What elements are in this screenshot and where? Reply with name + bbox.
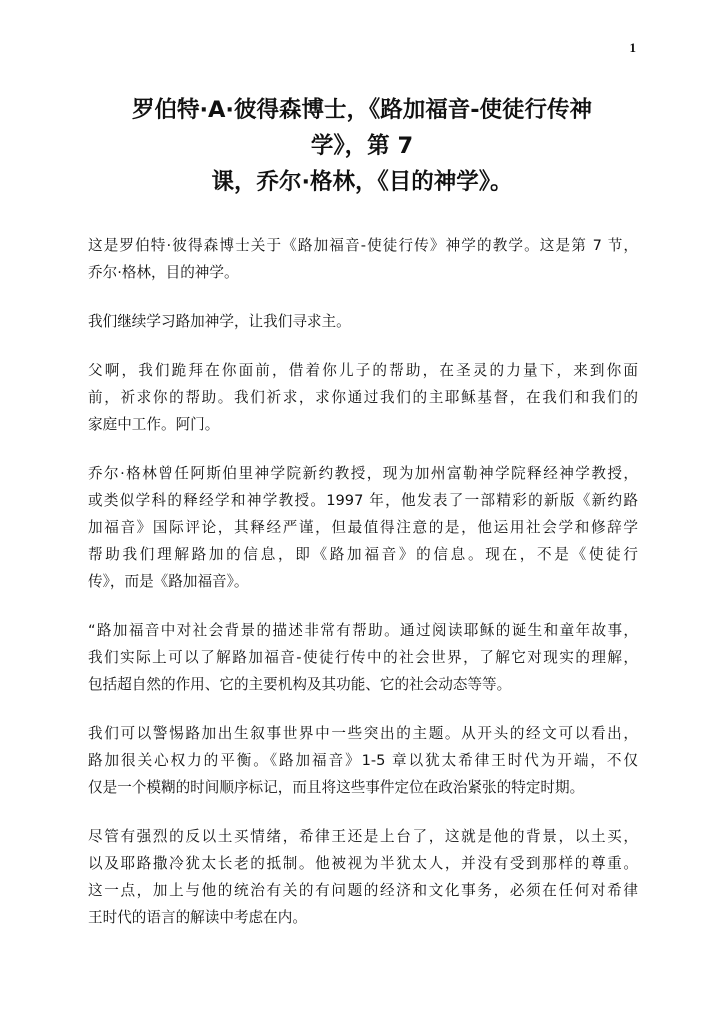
title-line: 学》，第 7 — [310, 133, 414, 159]
text-line: 传》，而是《路加福音》。 — [88, 573, 249, 590]
paragraph-continue — [88, 308, 638, 335]
paragraph-green-bio — [88, 460, 638, 595]
text-line: 仅是一个模糊的时间顺序标记，而且将这些事件定位在政治紧张的特定时期。 — [88, 779, 585, 796]
paragraph-themes — [88, 720, 638, 801]
text-line: 尽管有强烈的反以土买情绪，希律王还是上台了，这就是他的背景，以土买， — [88, 828, 638, 845]
text-line: 父啊，我们跪拜在你面前，借着你儿子的帮助，在圣灵的力量下，来到你面 — [88, 362, 638, 379]
title-line: 课，乔尔·格林，《目的神学》。 — [211, 169, 513, 195]
document-body — [88, 232, 638, 953]
text-line: 王时代的语言的解读中考虑在内。 — [88, 909, 307, 926]
text-line: “路加福音中对社会背景的描述非常有帮助。通过阅读耶稣的诞生和童年故事， — [88, 622, 638, 639]
page-number: 1 — [629, 40, 636, 55]
text-line: 我们继续学习路加神学，让我们寻求主。 — [88, 313, 351, 330]
text-line: 乔尔·格林，目的神学。 — [88, 264, 239, 281]
text-line: 或类似学科的释经学和神学教授。1997 年，他发表了一部精彩的新版《新约路 — [88, 492, 638, 509]
page-title — [100, 92, 624, 200]
text-line: 这一点，加上与他的统治有关的有问题的经济和文化事务，必须在任何对希律 — [88, 882, 638, 899]
text-line: 前，祈求你的帮助。我们祈求，求你通过我们的主耶稣基督，在我们和我们的 — [88, 389, 638, 406]
paragraph-intro — [88, 232, 638, 286]
text-line: 路加很关心权力的平衡。《路加福音》1-5 章以犹太希律王时代为开端，不仅 — [88, 752, 638, 769]
paragraph-herod — [88, 823, 638, 931]
paragraph-quote — [88, 617, 638, 698]
text-line: 家庭中工作。阿门。 — [88, 416, 220, 433]
paragraph-prayer — [88, 357, 638, 438]
text-line: 加福音》国际评论，其释经严谨，但最值得注意的是，他运用社会学和修辞学 — [88, 519, 638, 536]
text-line: 我们可以警惕路加出生叙事世界中一些突出的主题。从开头的经文可以看出， — [88, 725, 638, 742]
text-line: 这是罗伯特·彼得森博士关于《路加福音-使徒行传》神学的教学。这是第 7 节， — [88, 237, 638, 254]
text-line: 我们实际上可以了解路加福音-使徒行传中的社会世界，了解它对现实的理解， — [88, 649, 638, 666]
text-line: 乔尔·格林曾任阿斯伯里神学院新约教授，现为加州富勒神学院释经神学教授， — [88, 465, 638, 482]
text-line: 帮助我们理解路加的信息，即《路加福音》的信息。现在，不是《使徒行 — [88, 546, 638, 563]
title-line: 罗伯特·A·彼得森博士，《路加福音-使徒行传神 — [131, 97, 593, 123]
text-line: 以及耶路撒冷犹太长老的抵制。他被视为半犹太人，并没有受到那样的尊重。 — [88, 855, 638, 872]
text-line: 包括超自然的作用、它的主要机构及其功能、它的社会动态等等。 — [88, 676, 512, 693]
